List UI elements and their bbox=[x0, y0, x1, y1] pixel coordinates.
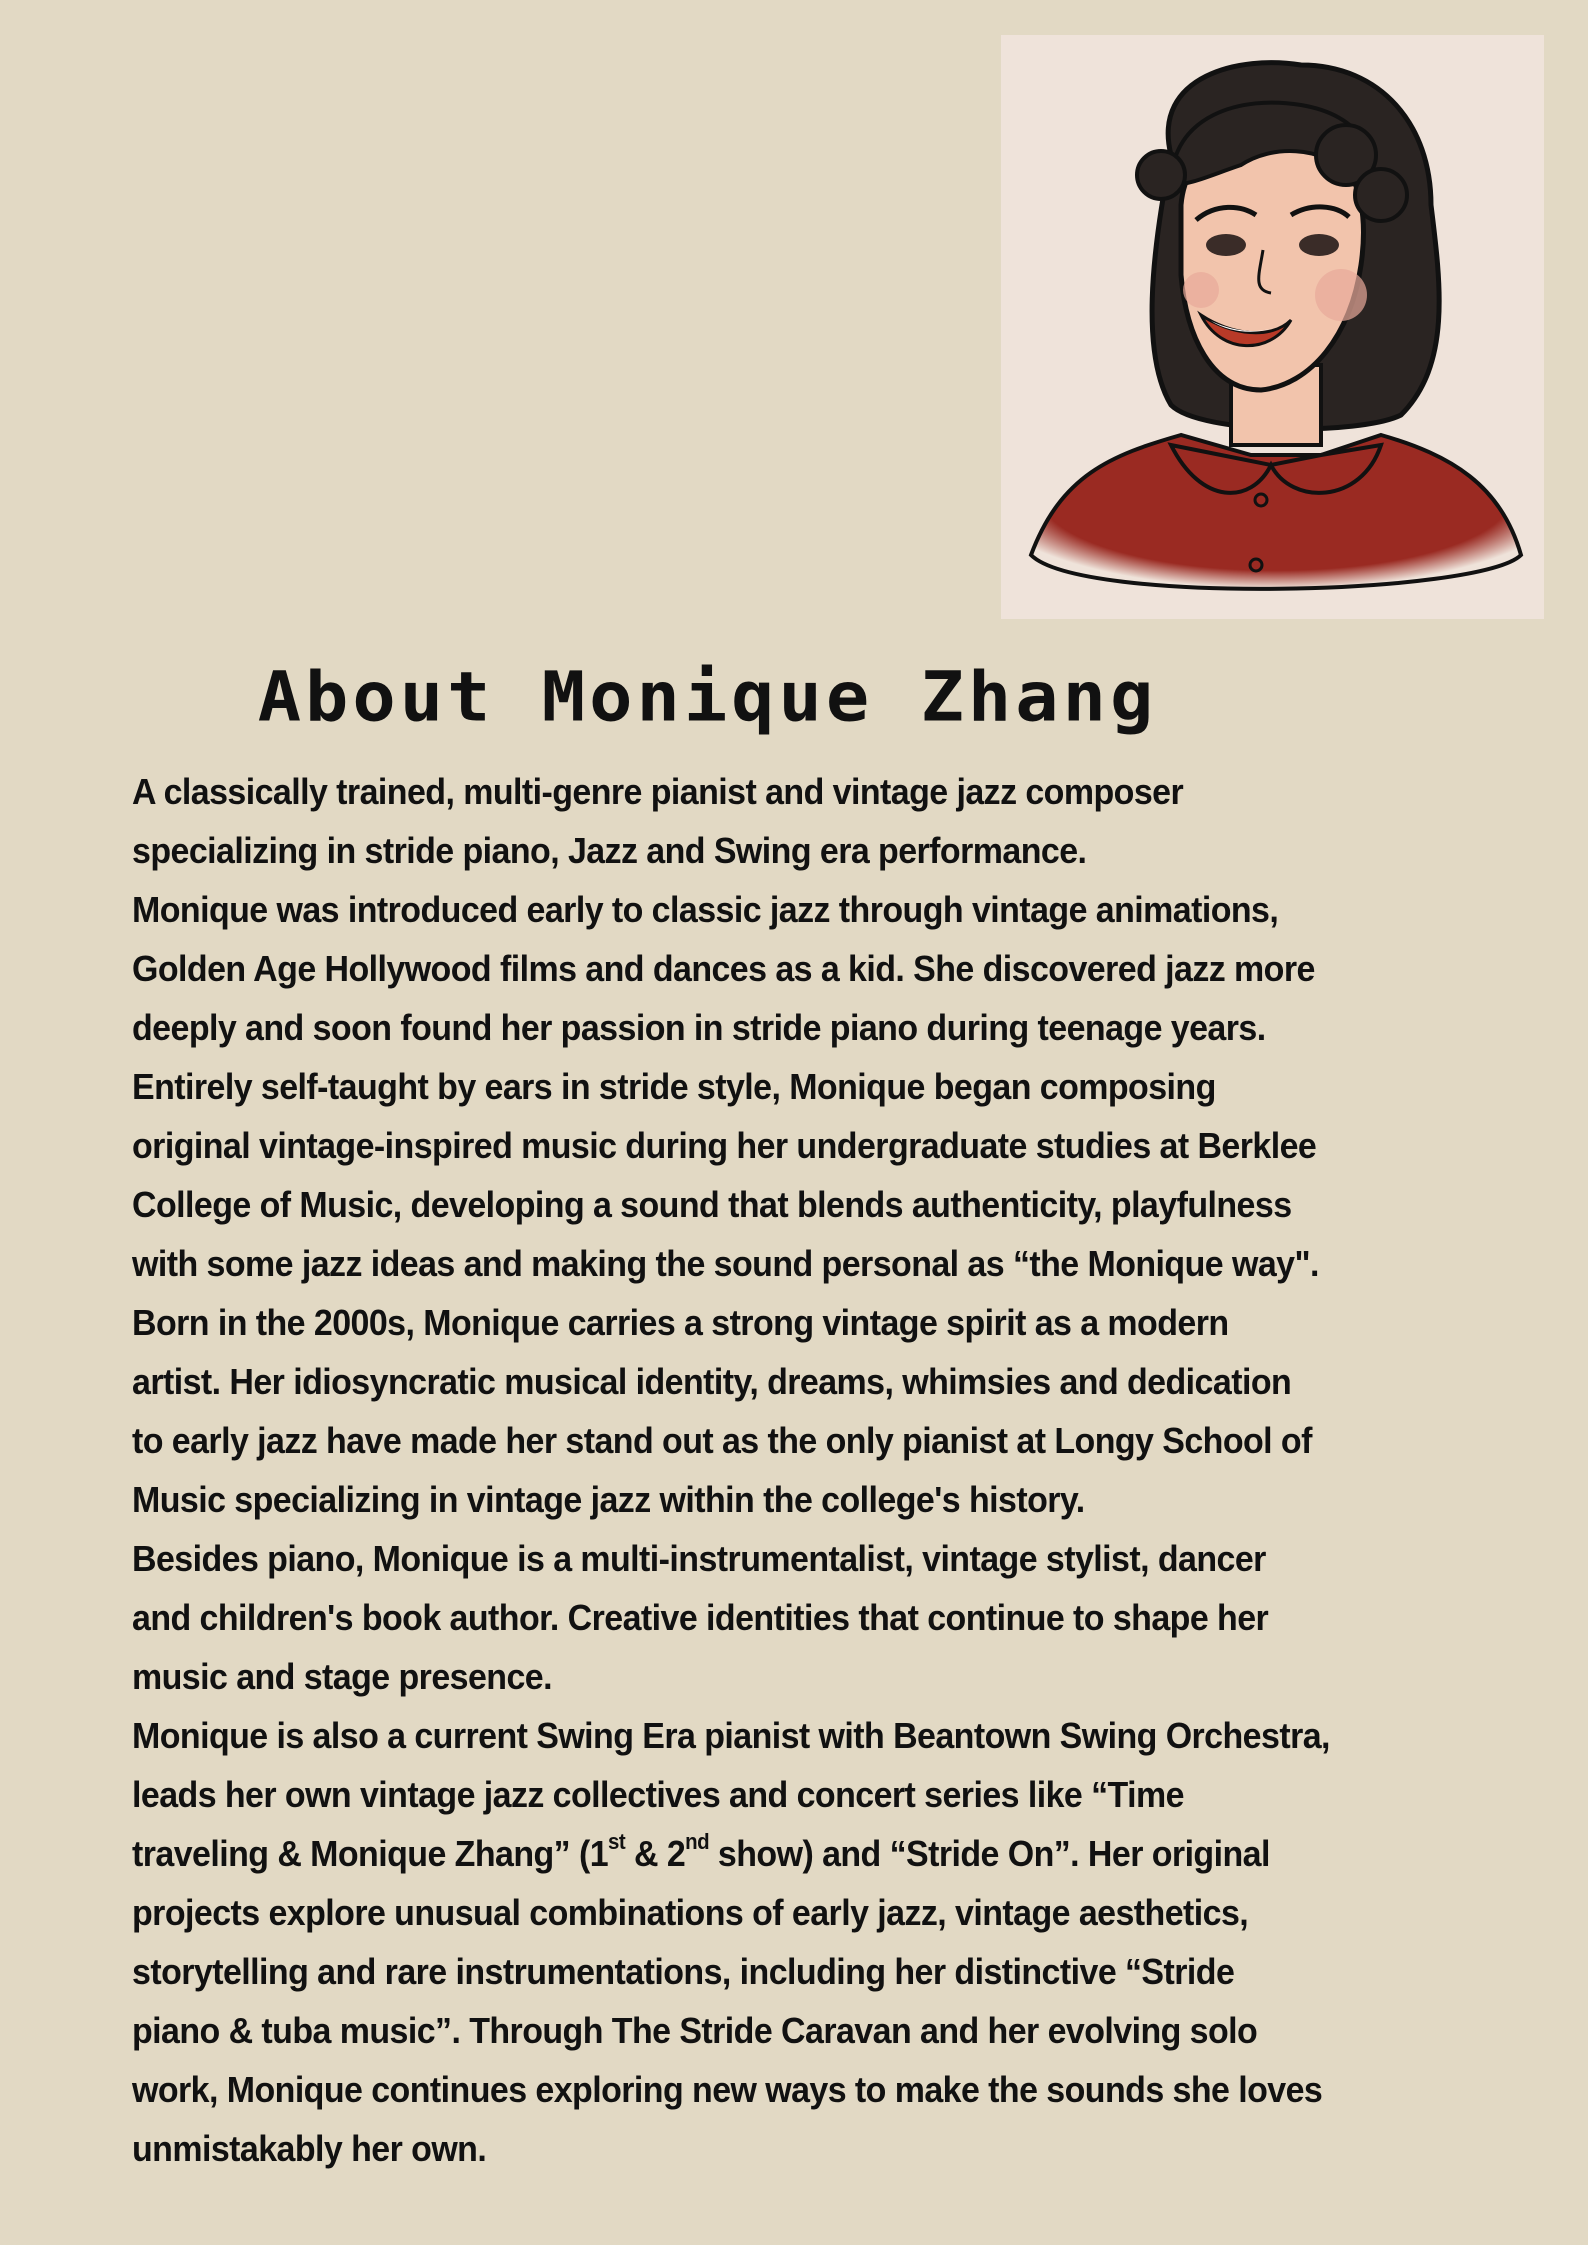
bio-line: storytelling and rare instrumentations, including her distinctive “Stride bbox=[132, 1951, 1235, 1992]
bio-line: Golden Age Hollywood films and dances as a kid. She discovered jazz more bbox=[132, 948, 1315, 989]
bio-line: specializing in stride piano, Jazz and Swing era performance. bbox=[132, 830, 1087, 871]
bio-line: artist. Her idiosyncratic musical identity, dreams, whimsies and dedication bbox=[132, 1361, 1292, 1402]
bio-line: original vintage-inspired music during her undergraduate studies at Berklee bbox=[132, 1125, 1317, 1166]
bio-line: and children's book author. Creative identities that continue to shape her bbox=[132, 1597, 1269, 1638]
show-text-mid: & 2 bbox=[625, 1833, 686, 1874]
bio-text bbox=[132, 762, 1471, 2178]
page-title: About Monique Zhang bbox=[257, 657, 1158, 737]
bio-line: projects explore unusual combinations of early jazz, vintage aesthetics, bbox=[132, 1892, 1249, 1933]
bio-line: Born in the 2000s, Monique carries a strong vintage spirit as a modern bbox=[132, 1302, 1229, 1343]
bio-line: deeply and soon found her passion in stride piano during teenage years. bbox=[132, 1007, 1266, 1048]
bio-line: A classically trained, multi-genre pianist and vintage jazz composer bbox=[132, 771, 1184, 812]
bio-line: to early jazz have made her stand out as the only pianist at Longy School of bbox=[132, 1420, 1312, 1461]
show-text-pre: traveling & Monique Zhang” (1 bbox=[132, 1833, 609, 1874]
bio-line: leads her own vintage jazz collectives and concert series like “Time bbox=[132, 1774, 1184, 1815]
bio-line: Entirely self-taught by ears in stride style, Monique began composing bbox=[132, 1066, 1216, 1107]
superscript-st: st bbox=[608, 1828, 626, 1854]
bio-line: music and stage presence. bbox=[132, 1656, 552, 1697]
bio-line: Music specializing in vintage jazz within the college's history. bbox=[132, 1479, 1085, 1520]
bio-line: Monique is also a current Swing Era pianist with Beantown Swing Orchestra, bbox=[132, 1715, 1330, 1756]
bio-line: with some jazz ideas and making the sound personal as “the Monique way". bbox=[132, 1243, 1319, 1284]
bio-line: work, Monique continues exploring new ways to make the sounds she loves bbox=[132, 2069, 1323, 2110]
bio-line: unmistakably her own. bbox=[132, 2128, 487, 2169]
superscript-nd: nd bbox=[685, 1828, 710, 1854]
bio-line: Besides piano, Monique is a multi-instrumentalist, vintage stylist, dancer bbox=[132, 1538, 1266, 1579]
show-text-post: show) and “Stride On”. Her original bbox=[709, 1833, 1270, 1874]
bio-line: College of Music, developing a sound that blends authenticity, playfulness bbox=[132, 1184, 1292, 1225]
bio-line: Monique was introduced early to classic jazz through vintage animations, bbox=[132, 889, 1279, 930]
bio-line-shows bbox=[132, 1824, 1471, 1883]
bio-line: piano & tuba music”. Through The Stride Caravan and her evolving solo bbox=[132, 2010, 1258, 2051]
portrait-image bbox=[1001, 35, 1544, 619]
